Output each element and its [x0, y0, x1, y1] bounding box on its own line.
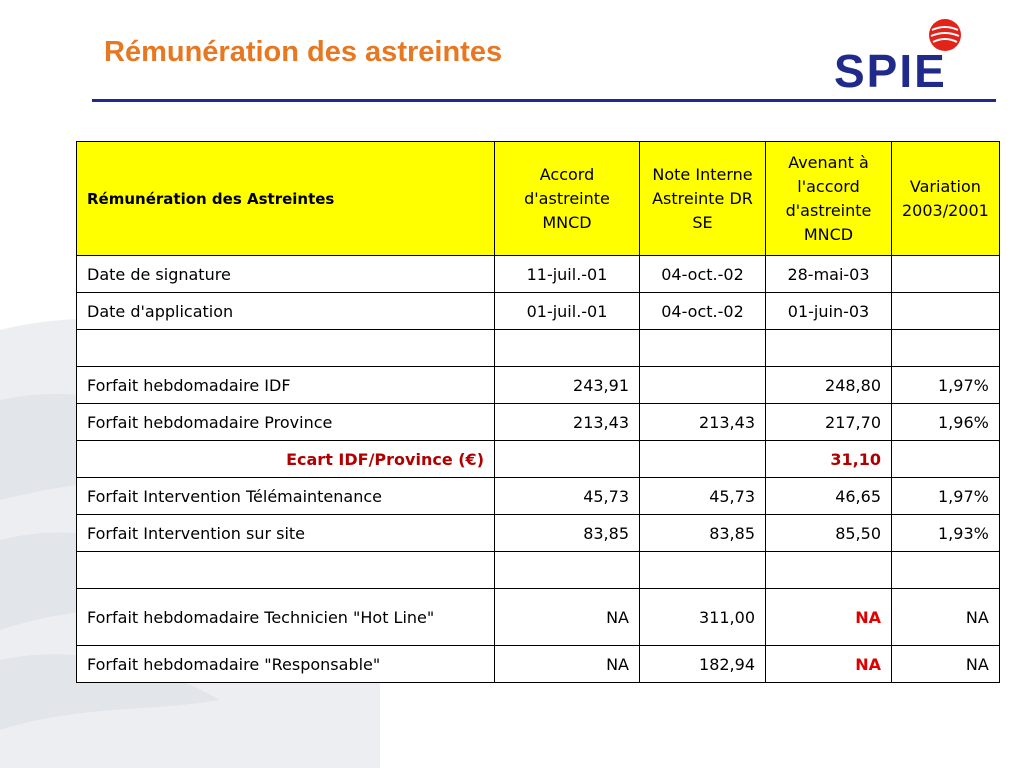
cell-note — [640, 367, 766, 404]
cell-note: 83,85 — [640, 515, 766, 552]
cell-note: 45,73 — [640, 478, 766, 515]
row-label: Forfait hebdomadaire "Responsable" — [77, 646, 495, 683]
cell-note: 213,43 — [640, 404, 766, 441]
header-variation: Variation 2003/2001 — [892, 142, 1000, 256]
spie-logo — [830, 16, 1000, 96]
cell-variation — [892, 330, 1000, 367]
table-header-row — [77, 142, 1000, 256]
cell-note — [640, 552, 766, 589]
cell-variation: NA — [892, 589, 1000, 646]
logo-text: SPIE — [834, 45, 947, 97]
cell-accord: 83,85 — [495, 515, 640, 552]
cell-accord: NA — [495, 646, 640, 683]
row-label: Date de signature — [77, 256, 495, 293]
cell-variation — [892, 441, 1000, 478]
row-label: Forfait Intervention sur site — [77, 515, 495, 552]
ecart-value: 31,10 — [766, 441, 892, 478]
table-row — [77, 478, 1000, 515]
cell-accord: 11-juil.-01 — [495, 256, 640, 293]
cell-note: 04-oct.-02 — [640, 256, 766, 293]
cell-variation: 1,96% — [892, 404, 1000, 441]
row-label: Forfait hebdomadaire Technicien "Hot Line" — [77, 589, 495, 646]
cell-variation — [892, 256, 1000, 293]
cell-accord: NA — [495, 589, 640, 646]
row-label — [77, 330, 495, 367]
table-row — [77, 404, 1000, 441]
header-accord: Accord d'astreinte MNCD — [495, 142, 640, 256]
cell-avenant: 248,80 — [766, 367, 892, 404]
cell-avenant: 01-juin-03 — [766, 293, 892, 330]
table-row — [77, 293, 1000, 330]
cell-variation: 1,97% — [892, 478, 1000, 515]
cell-avenant: 46,65 — [766, 478, 892, 515]
cell-note — [640, 330, 766, 367]
cell-note: 311,00 — [640, 589, 766, 646]
cell-accord — [495, 552, 640, 589]
cell-avenant: 28-mai-03 — [766, 256, 892, 293]
cell-accord: 45,73 — [495, 478, 640, 515]
cell-note: 04-oct.-02 — [640, 293, 766, 330]
table-row — [77, 646, 1000, 683]
table-row — [77, 515, 1000, 552]
title-divider — [92, 99, 996, 102]
ecart-label: Ecart IDF/Province (€) — [77, 441, 495, 478]
cell-accord — [495, 330, 640, 367]
table-row — [77, 256, 1000, 293]
cell-variation — [892, 293, 1000, 330]
astreintes-table — [76, 141, 1000, 683]
cell-accord: 213,43 — [495, 404, 640, 441]
table-row-empty — [77, 330, 1000, 367]
header-note-interne: Note Interne Astreinte DR SE — [640, 142, 766, 256]
row-label: Forfait Intervention Télémaintenance — [77, 478, 495, 515]
page-title: Rémunération des astreintes — [104, 36, 503, 68]
cell-avenant: NA — [766, 646, 892, 683]
table-row — [77, 367, 1000, 404]
cell-variation: 1,97% — [892, 367, 1000, 404]
table-row-empty — [77, 552, 1000, 589]
cell-accord — [495, 441, 640, 478]
cell-accord: 243,91 — [495, 367, 640, 404]
cell-avenant — [766, 552, 892, 589]
table-row — [77, 589, 1000, 646]
cell-avenant: 217,70 — [766, 404, 892, 441]
cell-avenant — [766, 330, 892, 367]
cell-accord: 01-juil.-01 — [495, 293, 640, 330]
cell-note — [640, 441, 766, 478]
row-label — [77, 552, 495, 589]
cell-avenant: 85,50 — [766, 515, 892, 552]
cell-variation: 1,93% — [892, 515, 1000, 552]
header-avenant: Avenant à l'accord d'astreinte MNCD — [766, 142, 892, 256]
row-label: Forfait hebdomadaire Province — [77, 404, 495, 441]
cell-variation: NA — [892, 646, 1000, 683]
row-label: Date d'application — [77, 293, 495, 330]
cell-variation — [892, 552, 1000, 589]
cell-avenant: NA — [766, 589, 892, 646]
row-label: Forfait hebdomadaire IDF — [77, 367, 495, 404]
header-remuneration: Rémunération des Astreintes — [77, 142, 495, 256]
cell-note: 182,94 — [640, 646, 766, 683]
table-row-ecart — [77, 441, 1000, 478]
